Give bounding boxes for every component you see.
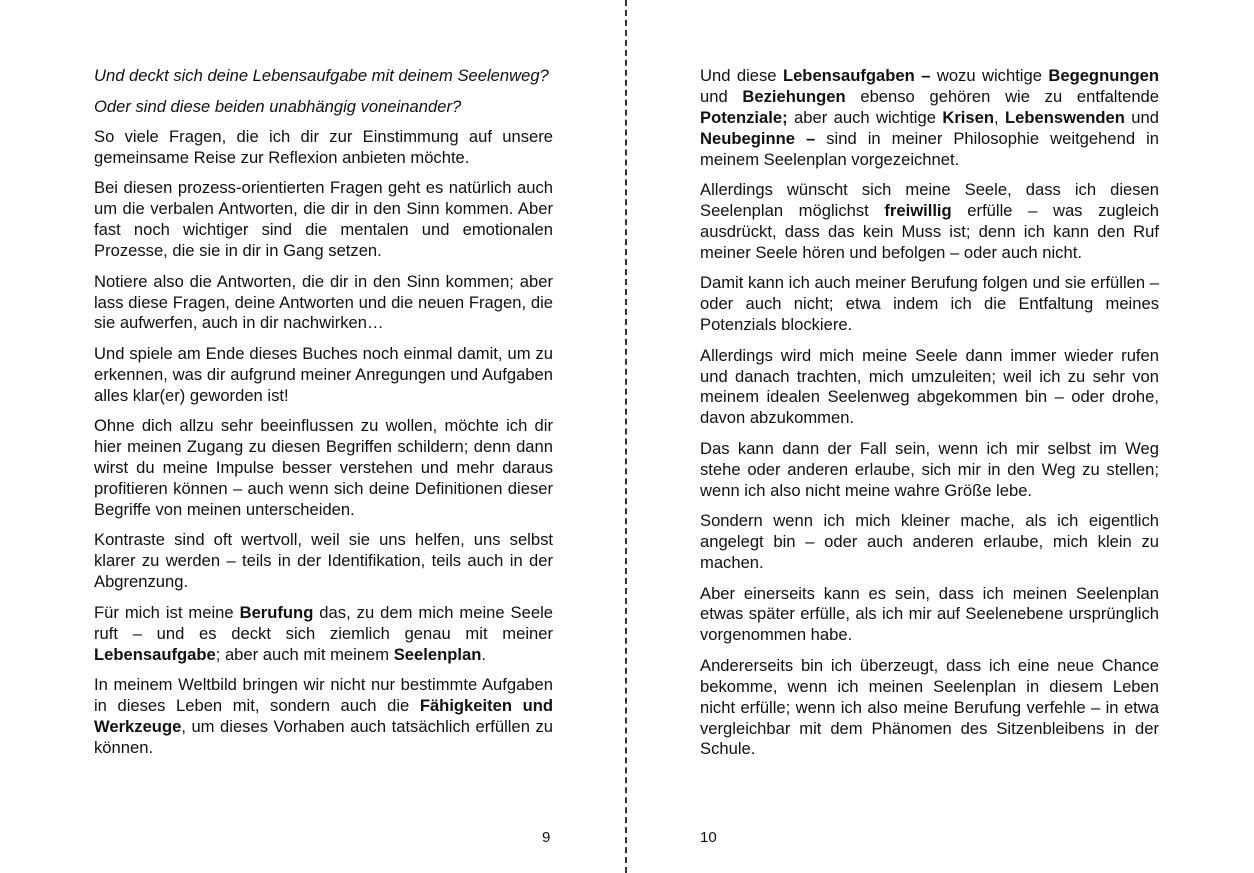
text-run: Kontraste sind oft wertvoll, weil sie uns helfen, uns selbst klarer zu werden – teils in der Identifikation, teils auch in der Abgrenzung. xyxy=(94,530,553,592)
bold-term: Potenziale; xyxy=(700,107,788,127)
text-run: So viele Fragen, die ich dir zur Einstimmung auf unsere gemeinsame Reise zur Reflexion anbieten möchte. xyxy=(94,127,553,167)
paragraph xyxy=(94,344,553,407)
text-run: Für mich ist meine xyxy=(94,602,240,622)
paragraph xyxy=(700,346,1159,430)
text-run: Allerdings wünscht sich meine Seele, dass ich diesen Seelenplan möglichst xyxy=(700,180,1159,221)
text-run: Und deckt sich deine Lebensaufgabe mit deinem Seelenweg? xyxy=(94,66,549,85)
bold-term: Seelenplan xyxy=(393,644,482,664)
text-run: Oder sind diese beiden unabhängig voneinander? xyxy=(94,96,462,116)
paragraph xyxy=(94,272,553,335)
paragraph xyxy=(700,273,1159,336)
paragraph xyxy=(94,530,553,593)
right-page xyxy=(627,0,1254,873)
bold-term: Lebenswenden xyxy=(1005,107,1125,127)
text-run: sind in meiner Philosophie weitgehend in meinem Seelenplan vorgezeichnet. xyxy=(700,128,1159,169)
paragraph xyxy=(94,178,553,262)
left-page xyxy=(0,0,626,873)
bold-term: Krisen xyxy=(942,107,995,127)
bold-term: Berufung xyxy=(239,602,314,622)
text-run: und xyxy=(1124,107,1159,127)
left-page-text xyxy=(94,66,553,768)
text-run: das, zu dem mich meine Seele ruft – und es deckt sich ziemlich genau mit meiner xyxy=(94,602,553,643)
bold-term: Lebensaufgabe xyxy=(94,644,216,664)
paragraph xyxy=(94,97,553,118)
paragraph xyxy=(94,675,553,759)
text-run: aber auch wichtige xyxy=(787,107,943,127)
right-page-text xyxy=(700,66,1159,770)
text-run: Aber einerseits kann es sein, dass ich meinen Seelenplan etwas später erfülle, als ich mir auf Seelenebene ursprünglich vorgenommen habe. xyxy=(700,583,1159,645)
text-run: Bei diesen prozess-orientierten Fragen geht es natürlich auch um die verbalen Antworten, die dir in den Sinn kommen. Aber fast noch wichtiger sind die mentalen und emotionalen Prozesse, die sie in dir in Gang setzen. xyxy=(94,178,553,261)
text-run: Notiere also die Antworten, die dir in den Sinn kommen; aber lass diese Fragen, deine Antworten und die neuen Fragen, die sie aufwerfen, auch in dir nachwirken… xyxy=(94,271,553,333)
page-number: 10 xyxy=(700,829,717,846)
text-run: Und spiele am Ende dieses Buches noch einmal damit, um zu erkennen, was dir aufgrund meiner Anregungen und Aufgaben alles klar(er) geworden ist! xyxy=(94,343,553,405)
paragraph xyxy=(700,66,1159,171)
text-run: Damit kann ich auch meiner Berufung folgen und sie erfüllen – oder auch nicht; etwa indem ich die Entfaltung meines Potenzials blockiere. xyxy=(700,273,1159,335)
text-run: und xyxy=(700,86,743,106)
text-run: Andererseits bin ich überzeugt, dass ich eine neue Chance bekomme, wenn ich meinen Seelenplan in diesem Leben nicht erfülle; wenn ich also meine Berufung verfehle – in etwa vergleichbar mit dem Phänomen des Sitzenbleibens in der Schule. xyxy=(700,655,1159,759)
text-run: ebenso gehören wie zu entfaltende xyxy=(845,86,1160,106)
paragraph xyxy=(94,603,553,666)
bold-term: Begegnungen xyxy=(1048,66,1159,85)
text-run: Das kann dann der Fall sein, wenn ich mir selbst im Weg stehe oder anderen erlaube, sich mir in den Weg zu stellen; wenn ich also nicht meine wahre Größe lebe. xyxy=(700,438,1159,500)
text-run: Allerdings wird mich meine Seele dann immer wieder rufen und danach trachten, mich umzuleiten; weil ich zu sehr von meinem idealen Seelenweg abgekommen bin – oder drohe, davon abzukommen. xyxy=(700,345,1159,428)
text-run: , um dieses Vorhaben auch tatsächlich erfüllen zu können. xyxy=(94,716,553,757)
bold-term: Beziehungen xyxy=(742,86,846,106)
paragraph xyxy=(700,511,1159,574)
bold-term: Neubeginne – xyxy=(700,128,816,148)
bold-term: freiwillig xyxy=(884,201,952,221)
paragraph xyxy=(94,127,553,169)
bold-term: Fähigkeiten und Werkzeuge xyxy=(94,695,553,736)
paragraph xyxy=(94,416,553,521)
text-run: Ohne dich allzu sehr beeinflussen zu wollen, möchte ich dir hier meinen Zugang zu diesen Begriffen schildern; denn dann wirst du meine Impulse besser verstehen und mehr daraus profitieren können – auch wenn sich deine Definitionen dieser Begriffe von meinen unterscheiden. xyxy=(94,416,553,519)
text-run: Und diese xyxy=(700,66,783,85)
paragraph xyxy=(700,656,1159,761)
paragraph xyxy=(700,439,1159,502)
paragraph xyxy=(94,66,553,87)
text-run: erfülle – was zugleich ausdrückt, dass das kein Muss ist; denn ich kann den Ruf meiner Seele hören und befolgen – oder auch nicht. xyxy=(700,201,1159,262)
text-run: . xyxy=(481,644,486,664)
text-run: ; aber auch mit meinem xyxy=(215,644,394,664)
paragraph xyxy=(700,584,1159,647)
paragraph xyxy=(700,180,1159,264)
text-run: wozu wichtige xyxy=(930,66,1049,85)
bold-term: Lebensaufgaben – xyxy=(782,66,931,85)
text-run: Sondern wenn ich mich kleiner mache, als ich eigentlich angelegt bin – oder auch anderen erlaube, mich klein zu machen. xyxy=(700,511,1159,572)
text-run: , xyxy=(994,107,1006,127)
text-run: In meinem Weltbild bringen wir nicht nur bestimmte Aufgaben in dieses Leben mit, sondern auch die xyxy=(94,675,553,715)
page-number: 9 xyxy=(542,829,551,846)
